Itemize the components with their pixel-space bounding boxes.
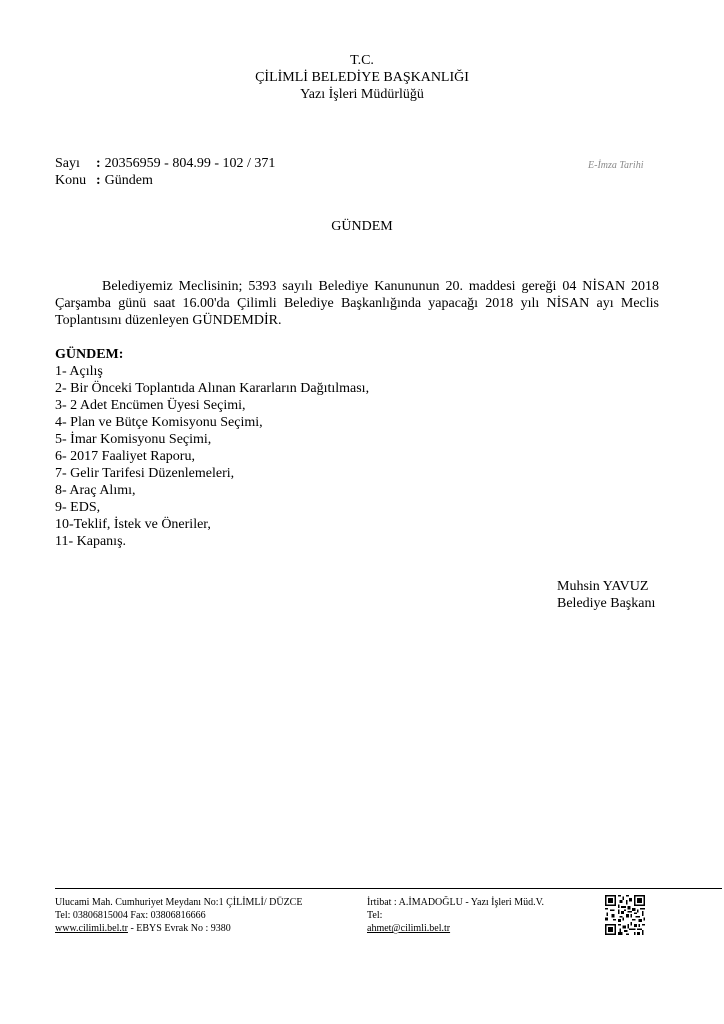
agenda-item: 4- Plan ve Bütçe Komisyonu Seçimi, [55,415,263,430]
footer-address: Ulucami Mah. Cumhuriyet Meydanı No:1 ÇİLİMLİ/ DÜZCE [55,897,303,908]
footer-address-block [55,896,302,935]
footer-phone: Tel: 03806815004 Fax: 03806816666 [55,910,206,921]
signature-block [557,578,655,612]
agenda-item: 11- Kapanış. [55,534,127,549]
letterhead [0,52,724,103]
header-department: Yazı İşleri Müdürlüğü [300,87,424,102]
sayi-row [55,155,275,172]
agenda-item: 10-Teklif, İstek ve Öneriler, [55,517,211,532]
agenda-heading: GÜNDEM: [55,347,124,362]
sayi-value: 20356959 - 804.99 - 102 / 371 [104,156,276,171]
agenda-item: 1- Açılış [55,364,103,379]
document-meta [55,155,275,189]
qr-code-icon [605,895,645,935]
email-link[interactable]: ahmet@cilimli.bel.tr [367,923,451,934]
signer-name: Muhsin YAVUZ [557,579,649,594]
konu-value: Gündem [104,173,153,188]
signer-title: Belediye Başkanı [557,596,656,611]
agenda-item: 6- 2017 Faaliyet Raporu, [55,449,195,464]
agenda-item: 2- Bir Önceki Toplantıda Alınan Kararların Dağıtılması, [55,381,370,396]
body-paragraph: Belediyemiz Meclisinin; 5393 sayılı Belediye Kanununun 20. maddesi gereği 04 NİSAN 2018 Çarşamba günü saat 16.00'da Çilimli Belediye Başkanlığında yapacağı 2018 yılı NİSAN ayı Meclis Toplantısını düzenleyen GÜNDEMDİR. [55,279,659,328]
footer-contact-block [367,896,544,935]
konu-colon: : [96,173,101,188]
footer-contact-tel: Tel: [367,910,383,921]
agenda-item: 3- 2 Adet Encümen Üyesi Seçimi, [55,398,246,413]
footer-contact: İrtibat : A.İMADOĞLU - Yazı İşleri Müd.V. [367,897,545,908]
website-link[interactable]: www.cilimli.bel.tr [55,923,128,934]
agenda-item: 9- EDS, [55,500,101,515]
agenda-item: 8- Araç Alımı, [55,483,136,498]
konu-label: Konu [55,173,87,188]
konu-row [55,172,275,189]
ebys-number: - EBYS Evrak No : 9380 [127,923,231,934]
document-title: GÜNDEM [331,219,393,234]
agenda-item: 7- Gelir Tarifesi Düzenlemeleri, [55,466,235,481]
sayi-colon: : [96,156,101,171]
e-signature-date: E-İmza Tarihi [588,160,644,171]
footer-website-row [55,922,302,935]
header-tc: T.C. [350,53,374,68]
agenda-section [55,346,369,550]
sayi-label: Sayı [55,156,80,171]
footer-divider [55,888,722,889]
agenda-item: 5- İmar Komisyonu Seçimi, [55,432,212,447]
header-institution: ÇİLİMLİ BELEDİYE BAŞKANLIĞI [255,70,469,85]
agenda-list [55,363,369,550]
